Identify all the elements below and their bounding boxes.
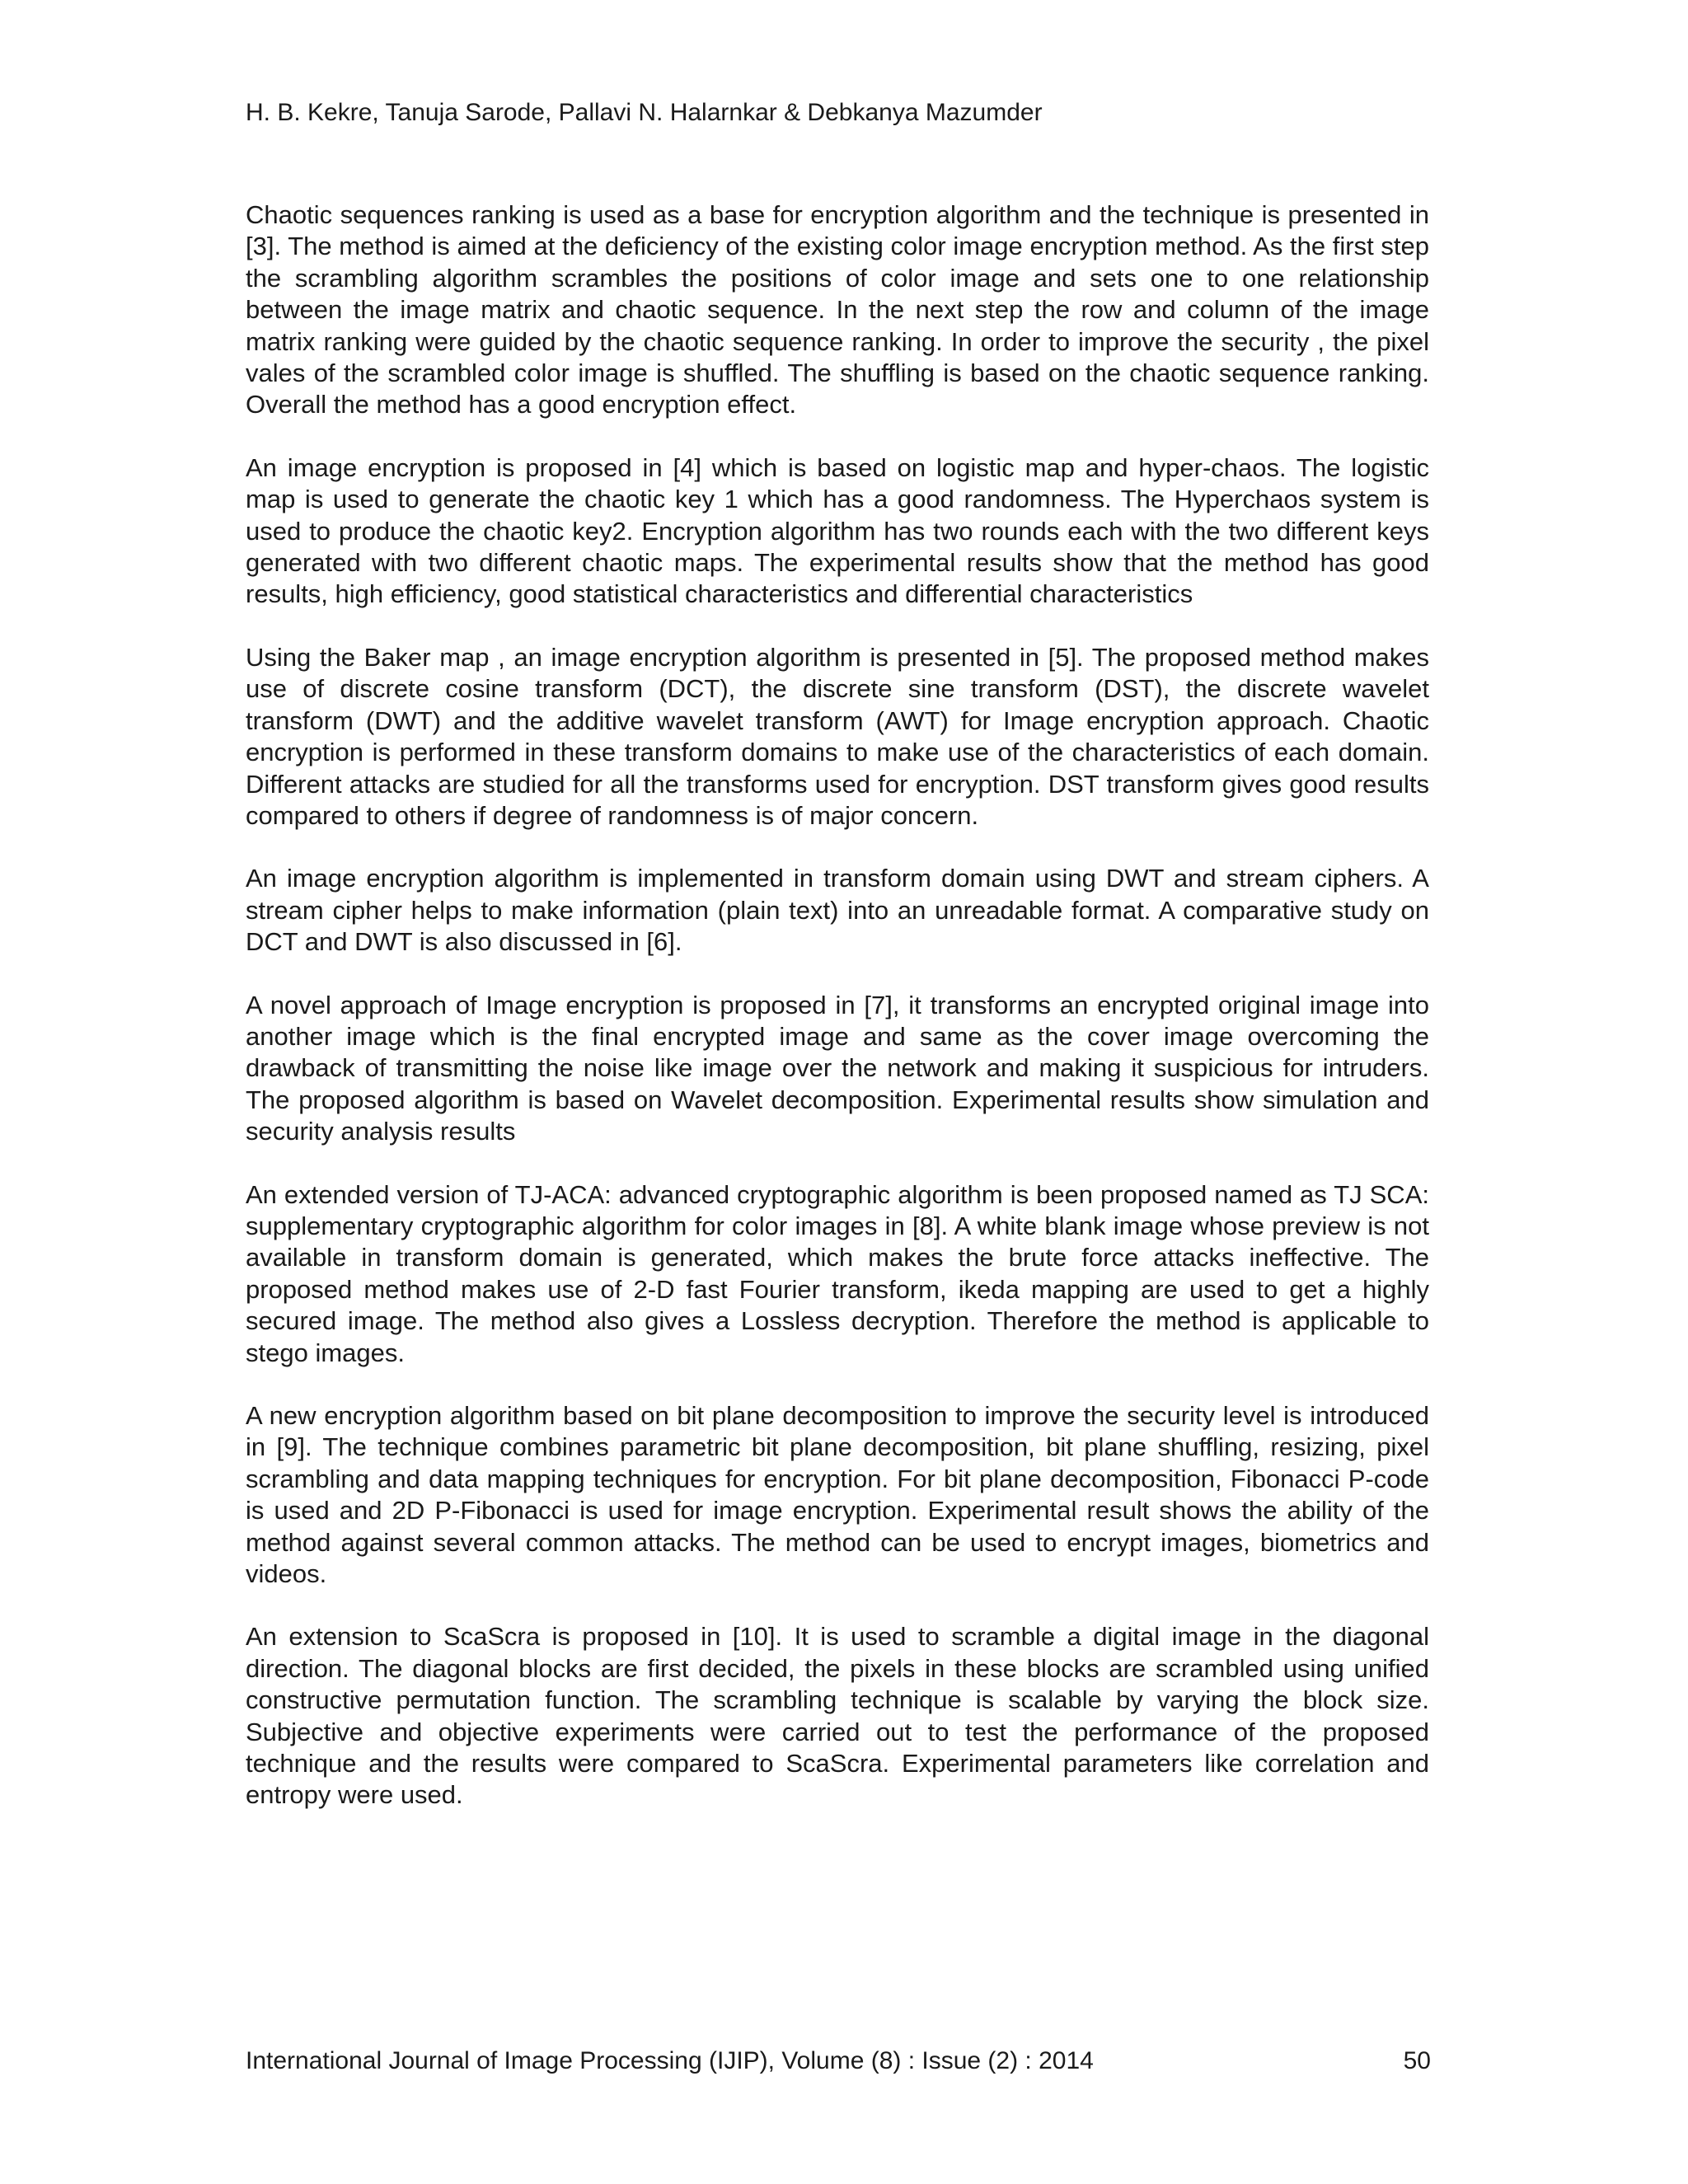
footer-journal-citation: International Journal of Image Processing (IJIP), Volume (8) : Issue (2) : 2014 — [246, 2047, 1094, 2074]
footer-page-number: 50 — [1403, 2047, 1431, 2074]
paragraph: An extension to ScaScra is proposed in [10]. It is used to scramble a digital image in the diagonal direction. The diagonal blocks are first decided, the pixels in these blocks are scrambled using unified constructive permutation function. The scrambling technique is scalable by varying the block size. Subjective and objective experiments were carried out to test the performance of the proposed technique and the results were compared to ScaScra. Experimental parameters like correlation and entropy were used. — [246, 1622, 1429, 1810]
paragraph: An image encryption is proposed in [4] which is based on logistic map and hyper-chaos. The logistic map is used to generate the chaotic key 1 which has a good randomness. The Hyperchaos system is used to produce the chaotic key2. Encryption algorithm has two rounds each with the two different keys generated with two different chaotic maps. The experimental results show that the method has good results, high efficiency, good statistical characteristics and differential characteristics — [246, 452, 1429, 609]
paragraph: A new encryption algorithm based on bit plane decomposition to improve the security level is introduced in [9]. The technique combines parametric bit plane decomposition, bit plane shuffling, resizing, pixel scrambling and data mapping techniques for encryption. For bit plane decomposition, Fibonacci P-code is used and 2D P-Fibonacci is used for image encryption. Experimental result shows the ability of the method against several common attacks. The method can be used to encrypt images, biometrics and videos. — [246, 1401, 1429, 1589]
running-header-authors: H. B. Kekre, Tanuja Sarode, Pallavi N. Halarnkar & Debkanya Mazumder — [246, 99, 1043, 126]
paragraph: Chaotic sequences ranking is used as a base for encryption algorithm and the technique is presented in [3]. The method is aimed at the deficiency of the existing color image encryption method. As the first step the scrambling algorithm scrambles the positions of color image and sets one to one relationship between the image matrix and chaotic sequence. In the next step the row and column of the image matrix ranking were guided by the chaotic sequence ranking. In order to improve the security , the pixel vales of the scrambled color image is shuffled. The shuffling is based on the chaotic sequence ranking. Overall the method has a good encryption effect. — [246, 200, 1429, 419]
paragraph: A novel approach of Image encryption is proposed in [7], it transforms an encrypted original image into another image which is the final encrypted image and same as the cover image overcoming the drawback of transmitting the noise like image over the network and making it suspicious for intruders. The proposed algorithm is based on Wavelet decomposition. Experimental results show simulation and security analysis results — [246, 990, 1429, 1146]
body-text — [246, 199, 1429, 1843]
paragraph: An image encryption algorithm is implemented in transform domain using DWT and stream ciphers. A stream cipher helps to make information (plain text) into an unreadable format. A comparative study on DCT and DWT is also discussed in [6]. — [246, 864, 1429, 957]
paragraph: Using the Baker map , an image encryption algorithm is presented in [5]. The proposed method makes use of discrete cosine transform (DCT), the discrete sine transform (DST), the discrete wavelet transform (DWT) and the additive wavelet transform (AWT) for Image encryption approach. Chaotic encryption is performed in these transform domains to make use of the characteristics of each domain. Different attacks are studied for all the transforms used for encryption. DST transform gives good results compared to others if degree of randomness is of major concern. — [246, 642, 1429, 830]
paragraph: An extended version of TJ-ACA: advanced cryptographic algorithm is been proposed named as TJ SCA: supplementary cryptographic algorithm for color images in [8]. A white blank image whose preview is not available in transform domain is generated, which makes the brute force attacks ineffective. The proposed method makes use of 2-D fast Fourier transform, ikeda mapping are used to get a highly secured image. The method also gives a Lossless decryption. Therefore the method is applicable to stego images. — [246, 1179, 1429, 1367]
